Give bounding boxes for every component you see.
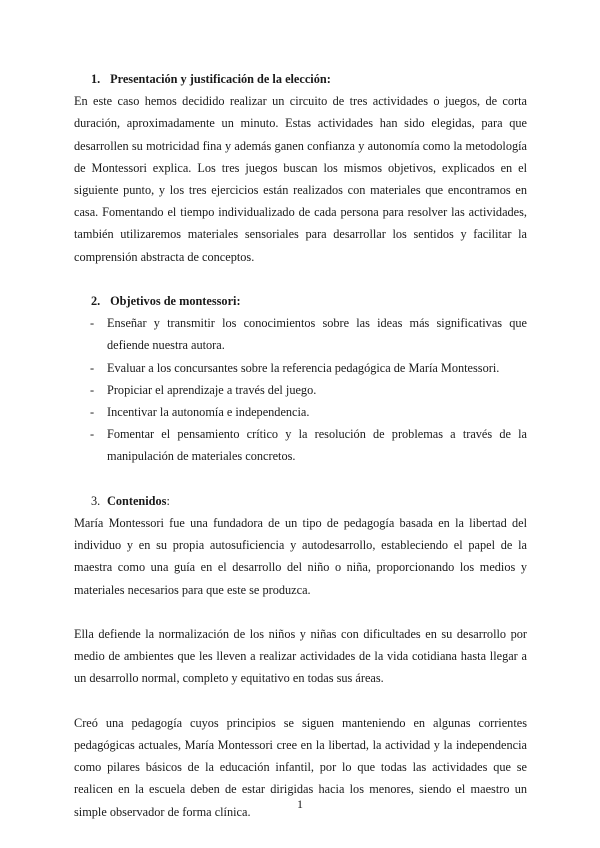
list-item: - Incentivar la autonomía e independencia. — [74, 401, 527, 423]
document-page — [74, 68, 527, 823]
section-2-number: 2. — [91, 294, 101, 309]
section-3-paragraph-1: María Montessori fue una fundadora de un tipo de pedagogía basada en la libertad del individuo y en su propia autosuficiencia y autodesarrollo, estableciendo el papel de la maestra como una guía en el desarrollo del niño o niña, proporcionando los medios y materiales necesarios para que este se produzca. — [74, 516, 527, 597]
objectives-list — [74, 312, 527, 467]
section-3-title: Contenidos — [107, 493, 167, 508]
section-3-paragraph-3: Creó una pedagogía cuyos principios se siguen manteniendo en algunas corrientes pedagógicas actuales, María Montessori cree en la libertad, la actividad y la independencia como pilares básicos de la educación infantil, por lo que todas las actividades que se realicen en la escuela deben de estar dirigidas hacia los menores, siendo el maestro un simple observador de forma clínica. — [74, 715, 527, 819]
dash-bullet-icon: - — [90, 427, 95, 442]
dash-bullet-icon: - — [90, 360, 95, 375]
list-item: - Fomentar el pensamiento crítico y la resolución de problemas a través de la manipulación de materiales concretos. — [74, 423, 527, 467]
page-number: 1 — [297, 797, 303, 811]
section-3-paragraph-2: Ella defiende la normalización de los niños y niñas con dificultades en su desarrollo por medio de ambientes que les lleven a realizar actividades de la vida cotidiana hasta llegar a un desarrollo normal, completo y equitativo en todas sus áreas. — [74, 627, 527, 686]
section-1-heading — [74, 68, 527, 90]
dash-bullet-icon: - — [90, 316, 95, 331]
section-2-heading — [74, 290, 527, 312]
section-2-title: Objetivos de montessori: — [110, 294, 241, 309]
section-1-number: 1. — [91, 72, 101, 86]
section-1-paragraph: En este caso hemos decidido realizar un circuito de tres actividades o juegos, de corta duración, aproximadamente un minuto. Estas actividades han sido elegidas, para que desarrollen su motricidad fina y además ganen confianza y autonomía como la metodología de Montessori explica. Los tres juegos buscan los mismos objetivos, explicados en el siguiente punto, y los tres ejercicios están realizados con materiales que encontramos en casa. Fomentando el tiempo individualizado de cada persona para resolver las actividades, también utilizaremos materiales sensoriales para desarrollar los sentidos y facilitar la comprensión abstracta de conceptos. — [74, 94, 527, 264]
list-item: - Propiciar el aprendizaje a través del juego. — [74, 379, 527, 401]
dash-bullet-icon: - — [90, 382, 95, 397]
section-3-number: 3. — [91, 493, 101, 508]
section-3-heading — [74, 490, 527, 512]
section-1-title: Presentación y justificación de la elección: — [110, 72, 331, 86]
list-item: - Enseñar y transmitir los conocimientos sobre las ideas más significativas que defiende nuestra autora. — [74, 312, 527, 356]
dash-bullet-icon: - — [90, 405, 95, 420]
list-item: - Evaluar a los concursantes sobre la referencia pedagógica de María Montessori. — [74, 357, 527, 379]
section-3-title-suffix: : — [166, 493, 170, 508]
